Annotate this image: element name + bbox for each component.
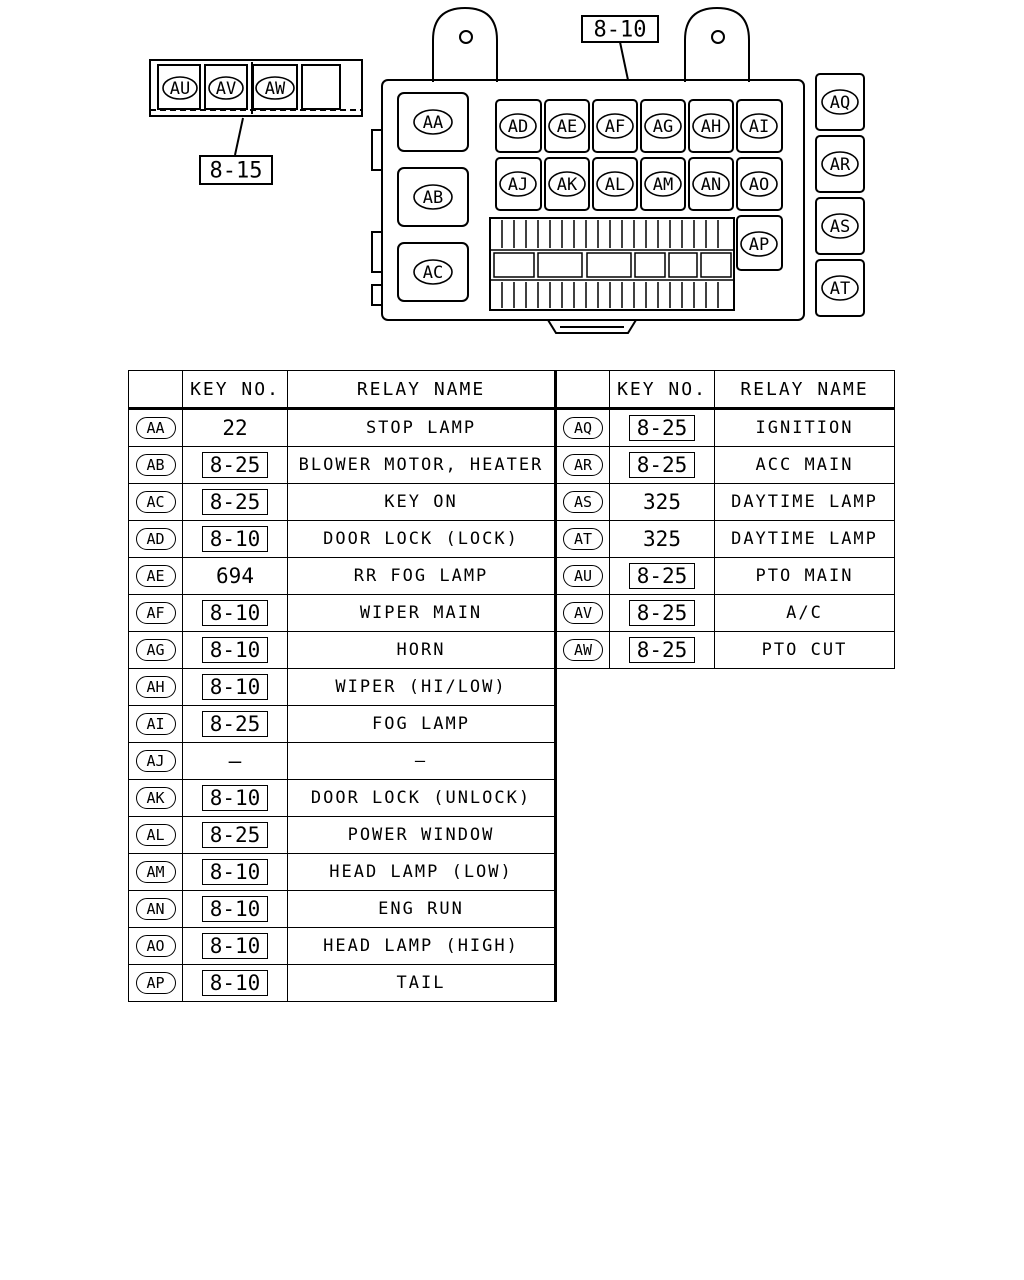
key-no-cell — [183, 484, 288, 521]
relay-code-cell — [129, 558, 183, 595]
key-no: 8-10 — [202, 600, 269, 626]
relay-label: AC — [422, 263, 444, 283]
relay-name: BLOWER MOTOR, HEATER — [288, 447, 556, 484]
key-no: 8-10 — [202, 896, 269, 922]
key-no: 694 — [216, 564, 254, 588]
relay-name: DOOR LOCK (UNLOCK) — [288, 780, 556, 817]
key-no-cell — [183, 595, 288, 632]
relay-label: AO — [748, 175, 770, 195]
header-code — [556, 371, 610, 409]
relay-name: PTO CUT — [715, 632, 895, 669]
relay-code: AU — [563, 565, 603, 587]
relay-label: AH — [700, 117, 722, 137]
empty-cell — [556, 817, 895, 854]
relay-code: AW — [563, 639, 603, 661]
relay-code-cell — [556, 595, 610, 632]
key-no: — — [228, 749, 242, 773]
relay-code-cell — [129, 632, 183, 669]
key-no: 8-25 — [629, 415, 696, 441]
key-no-cell — [183, 632, 288, 669]
key-no: 8-10 — [202, 933, 269, 959]
relay-code: AI — [136, 713, 176, 735]
relay-code: AA — [136, 417, 176, 439]
relay-code-cell — [129, 928, 183, 965]
relay-code: AV — [563, 602, 603, 624]
table-row — [129, 743, 895, 780]
relay-label: AT — [829, 279, 851, 299]
key-no: 8-10 — [202, 674, 269, 700]
key-no-cell — [183, 965, 288, 1002]
relay-code-cell — [129, 965, 183, 1002]
table-row — [129, 669, 895, 706]
relay-code: AE — [136, 565, 176, 587]
key-no: 8-10 — [202, 785, 269, 811]
relay-code-cell — [556, 558, 610, 595]
relay-code: AH — [136, 676, 176, 698]
table-row — [129, 928, 895, 965]
key-no-cell — [183, 558, 288, 595]
key-no-cell — [183, 521, 288, 558]
relay-code: AL — [136, 824, 176, 846]
header-relay-name: RELAY NAME — [288, 371, 556, 409]
sub-box-ref: 8-15 — [209, 158, 263, 184]
key-no-cell — [183, 854, 288, 891]
key-no-cell — [183, 669, 288, 706]
relay-code-cell — [129, 743, 183, 780]
key-no-cell — [183, 706, 288, 743]
empty-cell — [556, 854, 895, 891]
table-row — [129, 891, 895, 928]
key-no: 8-25 — [202, 452, 269, 478]
relay-name: WIPER MAIN — [288, 595, 556, 632]
empty-cell — [556, 669, 895, 706]
table-row — [129, 484, 895, 521]
relay-code-cell — [129, 409, 183, 447]
relay-code-cell — [129, 854, 183, 891]
relay-label: AF — [604, 117, 626, 137]
relay-code-cell — [556, 447, 610, 484]
relay-code-cell — [129, 447, 183, 484]
key-no-cell — [183, 447, 288, 484]
relay-code-cell — [129, 706, 183, 743]
table-row — [129, 409, 895, 447]
relay-code: AC — [136, 491, 176, 513]
relay-code-cell — [556, 409, 610, 447]
relay-label: AD — [507, 117, 529, 137]
relay-label: AW — [264, 79, 286, 99]
relay-code: AR — [563, 454, 603, 476]
table-row — [129, 521, 895, 558]
relay-code: AN — [136, 898, 176, 920]
relay-name: A/C — [715, 595, 895, 632]
key-no: 325 — [643, 490, 681, 514]
key-no: 8-10 — [202, 637, 269, 663]
relay-code: AD — [136, 528, 176, 550]
relay-name: ACC MAIN — [715, 447, 895, 484]
table-row — [129, 558, 895, 595]
table-row — [129, 965, 895, 1002]
relay-name: DAYTIME LAMP — [715, 484, 895, 521]
relay-code-cell — [129, 595, 183, 632]
key-no: 22 — [222, 416, 248, 440]
table-row — [129, 632, 895, 669]
relay-label: AN — [700, 175, 722, 195]
table-row — [129, 706, 895, 743]
table-row — [129, 817, 895, 854]
relay-name: IGNITION — [715, 409, 895, 447]
key-no: 8-25 — [202, 489, 269, 515]
relay-name: HEAD LAMP (HIGH) — [288, 928, 556, 965]
relay-code: AP — [136, 972, 176, 994]
key-no: 325 — [643, 527, 681, 551]
relay-table — [128, 370, 895, 1002]
key-no-cell — [610, 484, 715, 521]
main-box-ref: 8-10 — [593, 17, 647, 43]
relay-code-cell — [129, 780, 183, 817]
relay-label: AG — [652, 117, 674, 137]
key-no-cell — [610, 447, 715, 484]
relay-code-cell — [129, 669, 183, 706]
relay-label: AQ — [829, 93, 851, 113]
relay-code: AB — [136, 454, 176, 476]
relay-label: AS — [829, 217, 851, 237]
fuse-box-diagram — [0, 0, 1024, 360]
relay-label: AA — [422, 113, 444, 133]
empty-cell — [556, 743, 895, 780]
empty-cell — [556, 965, 895, 1002]
empty-slot — [302, 65, 340, 109]
key-no-cell — [183, 817, 288, 854]
key-no-cell — [183, 743, 288, 780]
relay-name: RR FOG LAMP — [288, 558, 556, 595]
key-no-cell — [183, 409, 288, 447]
key-no: 8-25 — [629, 452, 696, 478]
key-no: 8-10 — [202, 970, 269, 996]
relay-name: HORN — [288, 632, 556, 669]
relay-name: TAIL — [288, 965, 556, 1002]
relay-label: AM — [652, 175, 674, 195]
empty-cell — [556, 891, 895, 928]
relay-label: AJ — [507, 175, 529, 195]
key-no: 8-25 — [629, 637, 696, 663]
table-row — [129, 780, 895, 817]
relay-code-cell — [129, 891, 183, 928]
empty-cell — [556, 780, 895, 817]
relay-code: AK — [136, 787, 176, 809]
key-no-cell — [610, 595, 715, 632]
table-header-row — [129, 371, 895, 409]
relay-code: AO — [136, 935, 176, 957]
empty-cell — [556, 706, 895, 743]
key-no-cell — [183, 780, 288, 817]
key-no: 8-25 — [202, 822, 269, 848]
relay-name: DOOR LOCK (LOCK) — [288, 521, 556, 558]
relay-label: AP — [748, 235, 770, 255]
relay-label: AV — [215, 79, 237, 99]
relay-code: AJ — [136, 750, 176, 772]
header-key-no: KEY NO. — [610, 371, 715, 409]
relay-code: AF — [136, 602, 176, 624]
relay-name: FOG LAMP — [288, 706, 556, 743]
relay-label: AK — [556, 175, 578, 195]
relay-code-cell — [556, 521, 610, 558]
key-no-cell — [610, 632, 715, 669]
relay-name: POWER WINDOW — [288, 817, 556, 854]
key-no: 8-10 — [202, 526, 269, 552]
relay-code-cell — [556, 632, 610, 669]
relay-name: — — [288, 743, 556, 780]
relay-label: AU — [169, 79, 191, 99]
key-no-cell — [610, 558, 715, 595]
table-row — [129, 595, 895, 632]
table-row — [129, 854, 895, 891]
relay-name: HEAD LAMP (LOW) — [288, 854, 556, 891]
key-no: 8-25 — [629, 563, 696, 589]
relay-name: PTO MAIN — [715, 558, 895, 595]
table-row — [129, 447, 895, 484]
key-no-cell — [183, 928, 288, 965]
relay-code: AQ — [563, 417, 603, 439]
relay-label: AI — [748, 117, 770, 137]
relay-name: DAYTIME LAMP — [715, 521, 895, 558]
key-no: 8-25 — [629, 600, 696, 626]
relay-code-cell — [129, 817, 183, 854]
relay-name: STOP LAMP — [288, 409, 556, 447]
relay-code: AS — [563, 491, 603, 513]
relay-code-cell — [556, 484, 610, 521]
relay-code-cell — [129, 521, 183, 558]
relay-code: AT — [563, 528, 603, 550]
key-no: 8-10 — [202, 859, 269, 885]
key-no: 8-25 — [202, 711, 269, 737]
relay-code-cell — [129, 484, 183, 521]
key-no-cell — [610, 409, 715, 447]
relay-label: AR — [829, 155, 851, 175]
relay-name: WIPER (HI/LOW) — [288, 669, 556, 706]
relay-code: AM — [136, 861, 176, 883]
relay-label: AE — [556, 117, 578, 137]
key-no-cell — [610, 521, 715, 558]
relay-label: AB — [422, 188, 444, 208]
key-no-cell — [183, 891, 288, 928]
header-key-no: KEY NO. — [183, 371, 288, 409]
empty-cell — [556, 928, 895, 965]
header-relay-name: RELAY NAME — [715, 371, 895, 409]
relay-code: AG — [136, 639, 176, 661]
relay-name: ENG RUN — [288, 891, 556, 928]
relay-name: KEY ON — [288, 484, 556, 521]
header-code — [129, 371, 183, 409]
relay-label: AL — [604, 175, 626, 195]
